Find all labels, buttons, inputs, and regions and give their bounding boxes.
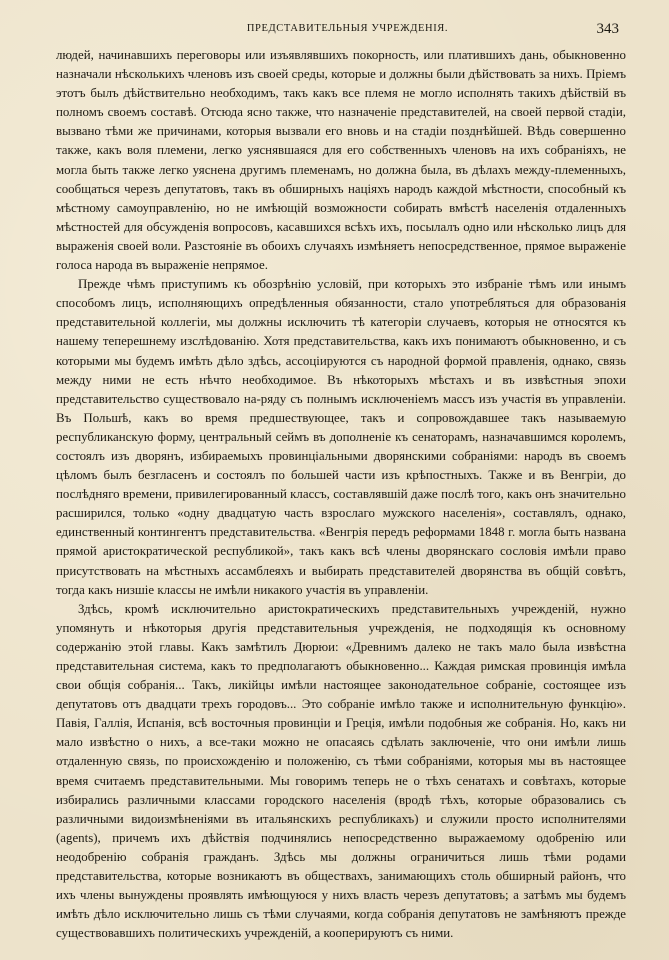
paragraph-3: Здѣсь, кромѣ исключительно аристократическихъ представительныхъ учрежденій, нужно упомянуть и нѣкоторыя другія представительныя учрежденія, не подходящія къ основному содержанію этой главы. Какъ замѣтилъ Дюрюи: «Древнимъ далеко не такъ мало была извѣстна представительная система, какъ то предполагаютъ обыкновенно... Каждая римская провинція имѣла свои общія собранія... Такъ, ликійцы имѣли настоящее законодательное собраніе, состоящее изъ депутатовъ отъ двадцати трехъ городовъ... Это собраніе имѣло также и исполнительную функцію». Павія, Галлія, Испанія, всѣ восточныя провинціи и Греція, имѣли подобныя же собранія. Но, какъ ни мало извѣстно о нихъ, а все-таки можно не опасаясь сдѣлать заключеніе, что они имѣли лишь отдаленную связь, по происхожденію и положенію, съ тѣми собраніями, которыя мы въ настоящее время считаемъ представительными. Мы говоримъ теперь не о тѣхъ сенатахъ и совѣтахъ, которые избирались различными классами городского населенія (вродѣ тѣхъ, которые образовались съ различными видоизмѣненіями въ итальянскихъ республикахъ) и служили просто исполнителями (agents), причемъ ихъ дѣйствія подчинялись непосредственно выражаемому одобренію или неодобренію собранія гражданъ. Здѣсь мы должны ограничиться лишь тѣми родами представительства, которые возникаютъ въ обществахъ, занимающихъ столь обширный районъ, что ихъ члены вынуждены проявлять имѣющуюся у нихъ власть черезъ депутатовъ; а затѣмъ мы будемъ имѣть дѣло исключительно лишь съ тѣми случаями, когда собранія депутатовъ не замѣняютъ прежде существовавшихъ политическихъ учрежденій, а кооперируютъ съ ними. bbox=[56, 601, 626, 941]
running-title: ПРЕДСТАВИТЕЛЬНЫЯ УЧРЕЖДЕНІЯ. bbox=[246, 23, 449, 34]
paragraph-2: Прежде чѣмъ приступимъ къ обозрѣнію условій, при которыхъ это избраніе тѣмъ или инымъ способомъ лицъ, исполняющихъ опредѣленныя обязанности, стало употребляться для образованія представительной коллегіи, мы должны исключить тѣ категоріи случаевъ, которыя не относятся къ нашему теперешнему изслѣдованію. Хотя представительства, какъ ихъ понимаютъ обыкновенно, и съ которыми мы будемъ имѣть дѣло здѣсь, ассоціируются съ народной формой правленія, однако, связь между ними не есть нѣчто необходимое. Въ нѣкоторыхъ мѣстахъ и въ извѣстныя эпохи представительство существовало на-ряду съ полнымъ исключеніемъ массъ изъ участія въ управленіи. Въ Польшѣ, какъ во время предшествующее, такъ и сопровождавшее такъ называемую республиканскую форму, центральный сеймъ въ дополненіе къ сенаторамъ, назначавшимся королемъ, состоялъ изъ дворянъ, избираемыхъ провинціальными дворянскими собраніями: народъ въ своемъ цѣломъ былъ безгласенъ и состоялъ по большей части изъ крѣпостныхъ. Также и въ Венгріи, до послѣдняго времени, привилегированный классъ, составлявшій даже послѣ того, какъ онъ значительно расширился, только «одну двадцатую часть взрослаго мужского населенія», составлялъ, однако, единственный контингентъ представительства. «Венгрія передъ реформами 1848 г. могла быть названа прямой аристократической республикой», такъ какъ всѣ члены дворянскаго сословія имѣли право присутствовать на мѣстныхъ ассамблеяхъ и выбирать представителей дворянства въ общій совѣтъ, тогда какъ низшіе классы не имѣли никакого участія въ управленіи. bbox=[56, 277, 626, 597]
page-number: 343 bbox=[596, 21, 619, 37]
paragraph-1: людей, начинавшихъ переговоры или изъявлявшихъ покорность, или платившихъ дань, обыкновенно назначали нѣсколькихъ членовъ изъ своей среды, которые и должны были дѣйствовать за нихъ. Пріемъ этотъ былъ дѣйствительно необходимъ, такъ какъ все племя не могло исполнять такихъ дѣйствій въ полномъ своемъ составѣ. Отсюда ясно также, что назначеніе представителей, на своей первой стадіи, вызвано тѣми же причинами, которыя вызвали его вновь и на стадіи позднѣйшей. Вѣдь совершенно также, какъ воля племени, легко уяснявшаяся для его собственныхъ членовъ на ихъ собраніяхъ, не могла быть также легко уяснена другимъ племенамъ, но должна была, въ дѣлахъ между-племенныхъ, сообщаться черезъ депутатовъ, такъ въ обширныхъ націяхъ народъ каждой мѣстности, способный къ мѣстному самоуправленію, но не имѣющій возможности собирать вмѣстѣ населенія отдаленныхъ мѣстностей для обсужденія вопросовъ, касавшихся всѣхъ ихъ, посылалъ одно или нѣсколько лицъ для выраженія своей воли. Разстояніе въ обоихъ случаяхъ измѣняетъ непосредственное, прямое выраженіе голоса народа въ выраженіе непрямое. bbox=[56, 48, 626, 273]
body-text bbox=[56, 46, 626, 943]
page-header bbox=[56, 18, 629, 40]
